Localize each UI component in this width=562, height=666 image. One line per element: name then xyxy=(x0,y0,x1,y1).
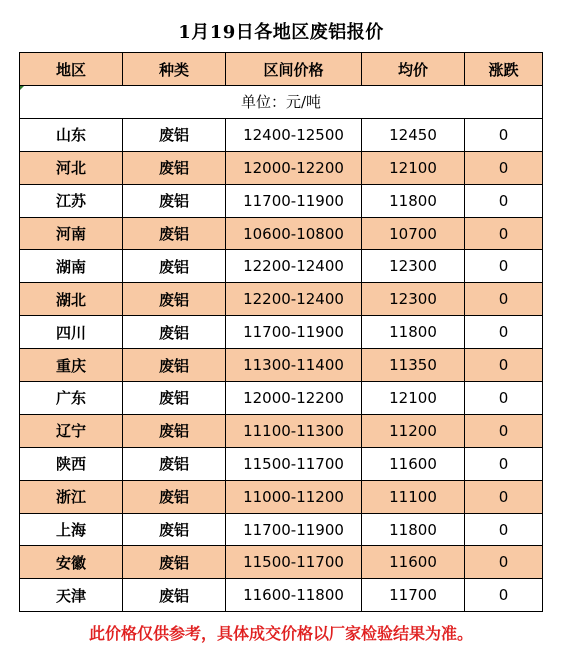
region-cell: 四川 xyxy=(20,316,123,349)
unit-label: 单位：元/吨 xyxy=(20,86,543,119)
change-cell: 0 xyxy=(465,118,543,151)
range-cell: 11100-11300 xyxy=(226,414,362,447)
change-cell: 0 xyxy=(465,151,543,184)
avg-cell: 11100 xyxy=(362,480,465,513)
region-cell: 河南 xyxy=(20,217,123,250)
range-cell: 12200-12400 xyxy=(226,283,362,316)
header-kind: 种类 xyxy=(123,53,226,86)
header-change: 涨跌 xyxy=(465,53,543,86)
region-cell: 广东 xyxy=(20,382,123,415)
range-cell: 11500-11700 xyxy=(226,546,362,579)
table-row xyxy=(20,513,543,546)
avg-cell: 11800 xyxy=(362,513,465,546)
table-row xyxy=(20,184,543,217)
region-cell: 浙江 xyxy=(20,480,123,513)
kind-cell: 废铝 xyxy=(123,316,226,349)
change-cell: 0 xyxy=(465,382,543,415)
range-cell: 12000-12200 xyxy=(226,382,362,415)
avg-cell: 11600 xyxy=(362,546,465,579)
change-cell: 0 xyxy=(465,250,543,283)
region-cell: 湖北 xyxy=(20,283,123,316)
kind-cell: 废铝 xyxy=(123,546,226,579)
range-cell: 10600-10800 xyxy=(226,217,362,250)
range-cell: 12400-12500 xyxy=(226,118,362,151)
avg-cell: 11350 xyxy=(362,349,465,382)
kind-cell: 废铝 xyxy=(123,513,226,546)
avg-cell: 11200 xyxy=(362,414,465,447)
change-cell: 0 xyxy=(465,546,543,579)
avg-cell: 12300 xyxy=(362,283,465,316)
kind-cell: 废铝 xyxy=(123,283,226,316)
kind-cell: 废铝 xyxy=(123,382,226,415)
kind-cell: 废铝 xyxy=(123,480,226,513)
avg-cell: 11600 xyxy=(362,447,465,480)
region-cell: 上海 xyxy=(20,513,123,546)
range-cell: 11500-11700 xyxy=(226,447,362,480)
region-cell: 山东 xyxy=(20,118,123,151)
table-row xyxy=(20,250,543,283)
avg-cell: 11800 xyxy=(362,184,465,217)
change-cell: 0 xyxy=(465,414,543,447)
region-cell: 河北 xyxy=(20,151,123,184)
disclaimer-note: 此价格仅供参考，具体成交价格以厂家检验结果为准。 xyxy=(88,624,473,643)
range-cell: 11700-11900 xyxy=(226,316,362,349)
range-cell: 12200-12400 xyxy=(226,250,362,283)
region-cell: 陕西 xyxy=(20,447,123,480)
avg-cell: 12300 xyxy=(362,250,465,283)
table-row xyxy=(20,579,543,612)
kind-cell: 废铝 xyxy=(123,184,226,217)
header-avg: 均价 xyxy=(362,53,465,86)
table-row xyxy=(20,447,543,480)
header-row xyxy=(20,53,543,86)
region-cell: 江苏 xyxy=(20,184,123,217)
table-row xyxy=(20,283,543,316)
kind-cell: 废铝 xyxy=(123,414,226,447)
unit-row xyxy=(20,86,543,119)
avg-cell: 11700 xyxy=(362,579,465,612)
table-row xyxy=(20,414,543,447)
change-cell: 0 xyxy=(465,513,543,546)
region-cell: 天津 xyxy=(20,579,123,612)
price-table xyxy=(19,52,543,612)
change-cell: 0 xyxy=(465,283,543,316)
range-cell: 11700-11900 xyxy=(226,184,362,217)
table-row xyxy=(20,382,543,415)
table-row xyxy=(20,118,543,151)
avg-cell: 10700 xyxy=(362,217,465,250)
avg-cell: 12100 xyxy=(362,151,465,184)
kind-cell: 废铝 xyxy=(123,217,226,250)
range-cell: 11300-11400 xyxy=(226,349,362,382)
change-cell: 0 xyxy=(465,316,543,349)
avg-cell: 12450 xyxy=(362,118,465,151)
avg-cell: 11800 xyxy=(362,316,465,349)
page-title: 1月19日各地区废铝报价 xyxy=(178,22,384,43)
avg-cell: 12100 xyxy=(362,382,465,415)
change-cell: 0 xyxy=(465,217,543,250)
change-cell: 0 xyxy=(465,447,543,480)
change-cell: 0 xyxy=(465,349,543,382)
header-region: 地区 xyxy=(20,53,123,86)
range-cell: 11600-11800 xyxy=(226,579,362,612)
region-cell: 湖南 xyxy=(20,250,123,283)
kind-cell: 废铝 xyxy=(123,250,226,283)
change-cell: 0 xyxy=(465,184,543,217)
region-cell: 辽宁 xyxy=(20,414,123,447)
range-cell: 11000-11200 xyxy=(226,480,362,513)
change-cell: 0 xyxy=(465,480,543,513)
region-cell: 安徽 xyxy=(20,546,123,579)
table-row xyxy=(20,151,543,184)
table-row xyxy=(20,349,543,382)
kind-cell: 废铝 xyxy=(123,349,226,382)
kind-cell: 废铝 xyxy=(123,151,226,184)
range-cell: 11700-11900 xyxy=(226,513,362,546)
table-row xyxy=(20,480,543,513)
range-cell: 12000-12200 xyxy=(226,151,362,184)
table-row xyxy=(20,217,543,250)
change-cell: 0 xyxy=(465,579,543,612)
header-range: 区间价格 xyxy=(226,53,362,86)
region-cell: 重庆 xyxy=(20,349,123,382)
kind-cell: 废铝 xyxy=(123,447,226,480)
kind-cell: 废铝 xyxy=(123,579,226,612)
table-row xyxy=(20,546,543,579)
table-row xyxy=(20,316,543,349)
kind-cell: 废铝 xyxy=(123,118,226,151)
